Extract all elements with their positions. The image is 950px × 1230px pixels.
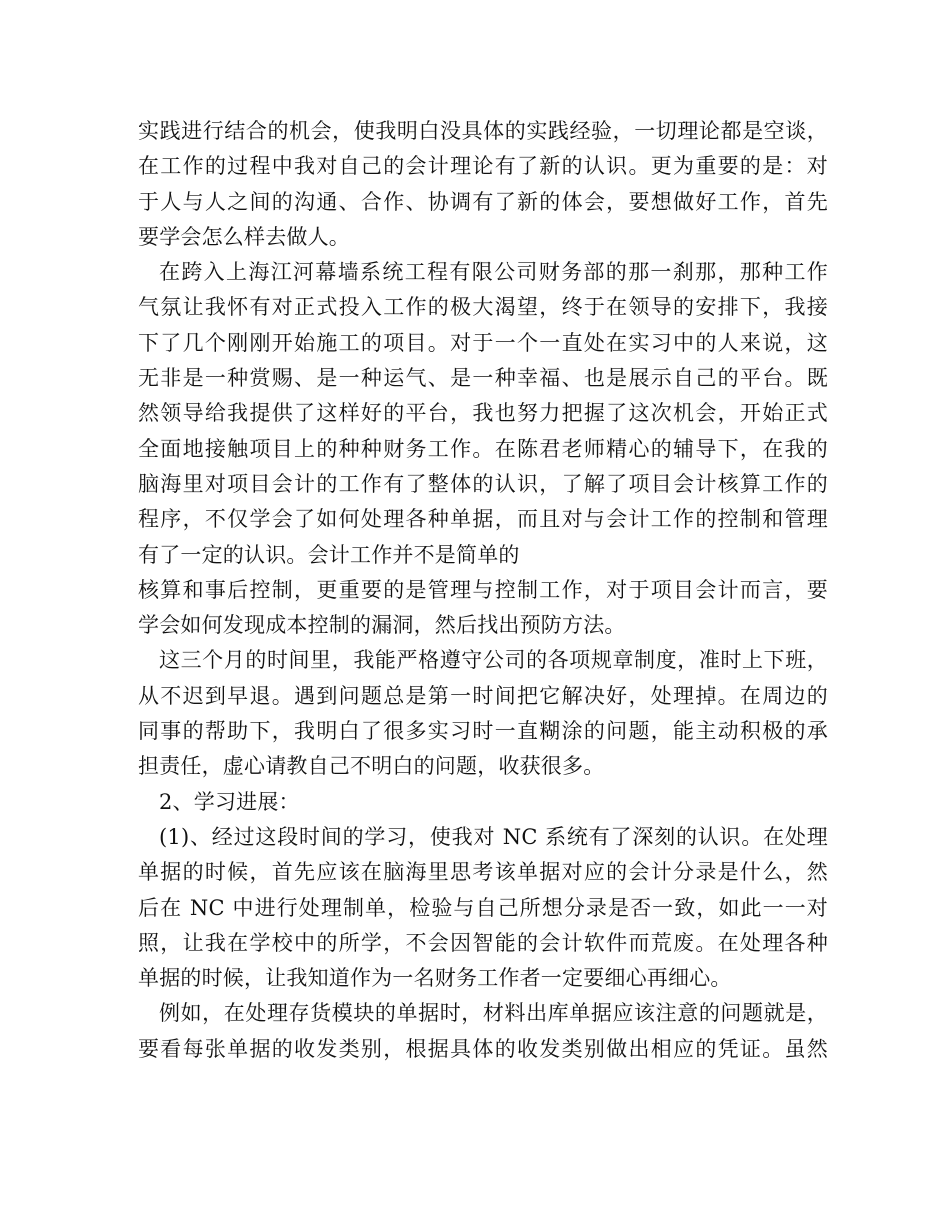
paragraph-line: 担责任，虚心请教自己不明白的问题，收获很多。	[138, 754, 605, 779]
paragraph-line: 这三个月的时间里，我能严格遵守公司的各项规章制度，准时上下班，	[159, 648, 828, 673]
paragraph-line: 下了几个刚刚开始施工的项目。对于一个一直处在实习中的人来说，这	[138, 330, 828, 355]
paragraph-line: 程序，不仅学会了如何处理各种单据，而且对与会计工作的控制和管理	[138, 507, 828, 532]
paragraph-line: 然领导给我提供了这样好的平台，我也努力把握了这次机会，开始正式	[138, 401, 828, 426]
paragraph-line: 核算和事后控制，更重要的是管理与控制工作，对于项目会计而言，要	[138, 577, 828, 602]
paragraph-line: 从不迟到早退。遇到问题总是第一时间把它解决好，处理掉。在周边的	[138, 683, 828, 708]
paragraph-line: 气氛让我怀有对正式投入工作的极大渴望，终于在领导的安排下，我接	[138, 295, 828, 320]
paragraph-line: 后在 NC 中进行处理制单，检验与自己所想分录是否一致，如此一一对	[138, 895, 828, 920]
paragraph-line: 在工作的过程中我对自己的会计理论有了新的认识。更为重要的是：对	[138, 154, 828, 179]
paragraph-line: 在跨入上海江河幕墙系统工程有限公司财务部的那一刹那，那种工作	[159, 260, 828, 285]
paragraph-line: 要学会怎么样去做人。	[138, 224, 350, 249]
paragraph-line: (1)、经过这段时间的学习，使我对 NC 系统有了深刻的认识。在处理	[159, 824, 828, 849]
paragraph-line: 要看每张单据的收发类别，根据具体的收发类别做出相应的凭证。虽然	[138, 1036, 828, 1061]
paragraph-line: 照，让我在学校中的所学，不会因智能的会计软件而荒废。在处理各种	[138, 930, 828, 955]
paragraph-line: 单据的时候，让我知道作为一名财务工作者一定要细心再细心。	[138, 966, 732, 991]
paragraph-line: 有了一定的认识。会计工作并不是简单的	[138, 542, 520, 567]
paragraph-line: 脑海里对项目会计的工作有了整体的认识，了解了项目会计核算工作的	[138, 471, 828, 496]
paragraph-line: 单据的时候，首先应该在脑海里思考该单据对应的会计分录是什么，然	[138, 860, 828, 885]
paragraph-line: 实践进行结合的机会，使我明白没具体的实践经验，一切理论都是空谈，	[138, 119, 828, 143]
paragraph-line: 同事的帮助下，我明白了很多实习时一直糊涂的问题，能主动积极的承	[138, 719, 828, 744]
paragraph-line: 2、学习进展：	[159, 789, 300, 814]
document-body	[138, 114, 828, 1067]
paragraph-line: 全面地接触项目上的种种财务工作。在陈君老师精心的辅导下，在我的	[138, 436, 828, 461]
paragraph-line: 于人与人之间的沟通、合作、协调有了新的体会，要想做好工作，首先	[138, 189, 828, 214]
paragraph-line: 无非是一种赏赐、是一种运气、是一种幸福、也是展示自己的平台。既	[138, 366, 828, 391]
paragraph-line: 学会如何发现成本控制的漏洞，然后找出预防方法。	[138, 613, 626, 638]
paragraph-line: 例如，在处理存货模块的单据时，材料出库单据应该注意的问题就是，	[159, 1001, 828, 1026]
